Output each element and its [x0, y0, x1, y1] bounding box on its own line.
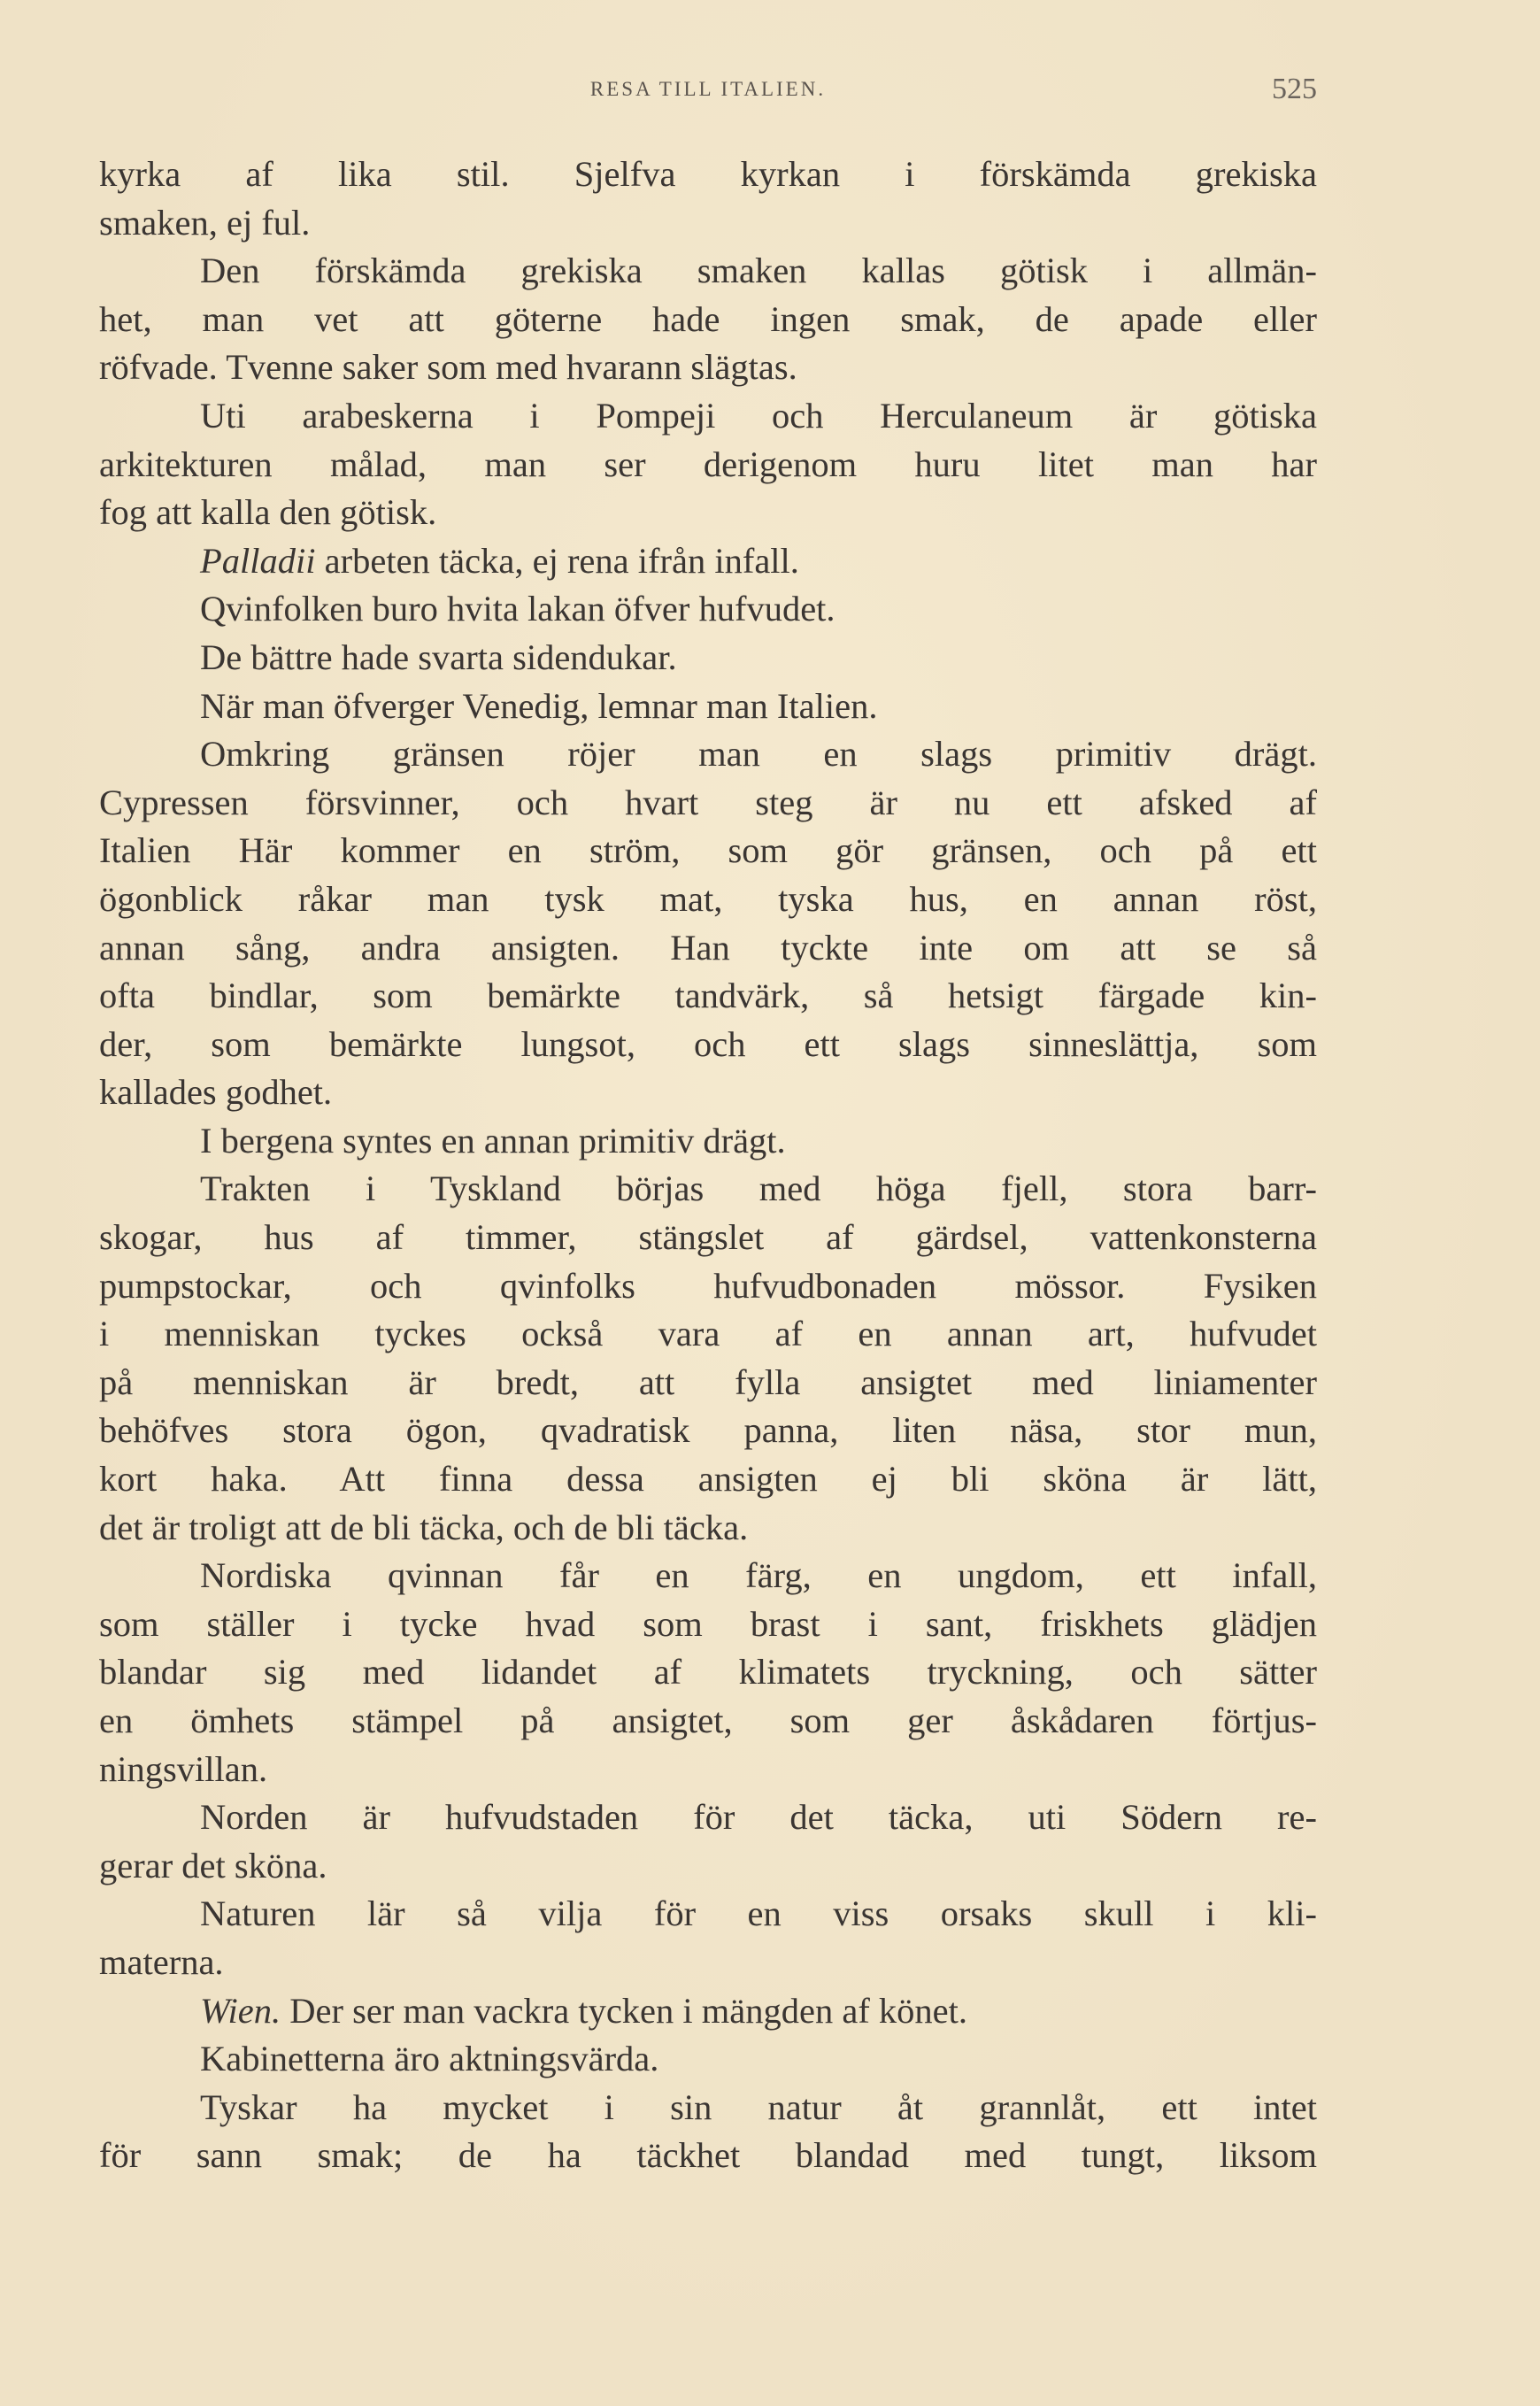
text-line [99, 1068, 1317, 1117]
line-text: som ställer i tycke hvad som brast i sant, friskhets glädjen [99, 1603, 1317, 1644]
text-line [99, 1407, 1317, 1455]
text-line [99, 2035, 1317, 2084]
text-line [99, 924, 1317, 973]
text-line [99, 1552, 1317, 1600]
text-line [99, 1939, 1317, 1987]
text-line [99, 1987, 1317, 2036]
page-number: 525 [1272, 73, 1317, 105]
line-text: Cypressen försvinner, och hvart steg är nu ett afsked af [99, 782, 1317, 822]
line-text: pumpstockar, och qvinfolks hufvudbonaden mössor. Fysiken [99, 1265, 1317, 1306]
text-line [99, 1793, 1317, 1842]
text-line [99, 1021, 1317, 1069]
text-line [99, 682, 1317, 731]
line-text: Omkring gränsen röjer man en slags primitiv drägt. [200, 734, 1317, 775]
line-text: kallades godhet. [99, 1072, 333, 1113]
line-text: Norden är hufvudstaden för det täcka, uti Södern re- [200, 1797, 1317, 1838]
text-line [99, 779, 1317, 828]
line-text: i menniskan tyckes också vara af en annan art, hufvudet [99, 1314, 1317, 1354]
line-text: det är troligt att de bli täcka, och de bli täcka. [99, 1507, 749, 1547]
text-line [99, 1504, 1317, 1553]
line-text: Uti arabeskerna i Pompeji och Herculaneum är götiska [200, 395, 1317, 436]
line-text: kort haka. Att finna dessa ansigten ej bli sköna är lätt, [99, 1459, 1317, 1500]
text-line [99, 1746, 1317, 1794]
line-text: kyrka af lika stil. Sjelfva kyrkan i förskämda grekiska [99, 154, 1317, 194]
line-text: När man öfverger Venedig, lemnar man Italien. [200, 685, 878, 726]
line-text: ögonblick råkar man tysk mat, tyska hus, en annan röst, [99, 878, 1317, 919]
text-line [99, 1648, 1317, 1697]
text-line [99, 537, 1317, 586]
text-line [99, 1697, 1317, 1746]
line-text: Kabinetterna äro aktningsvärda. [200, 2039, 659, 2079]
line-text: Den förskämda grekiska smaken kallas götisk i allmän- [200, 251, 1317, 291]
text-line [99, 441, 1317, 490]
line-text: arkitekturen målad, man ser derigenom huru litet man har [99, 443, 1317, 484]
text-line [99, 1600, 1317, 1649]
line-text: för sann smak; de ha täckhet blandad med tungt, liksom [99, 2135, 1317, 2176]
line-text: ofta bindlar, som bemärkte tandvärk, så hetsigt färgade kin- [99, 976, 1317, 1016]
text-line [99, 730, 1317, 779]
line-text: Italien Här kommer en ström, som gör gränsen, och på ett [99, 830, 1317, 871]
line-text: I bergena syntes en annan primitiv drägt. [200, 1120, 786, 1161]
text-line [99, 1842, 1317, 1891]
text-line [99, 247, 1317, 296]
line-text: Der ser man vackra tycken i mängden af könet. [281, 1990, 968, 2031]
running-head [99, 73, 1317, 108]
line-text: blandar sig med lidandet af klimatets tryckning, och sätter [99, 1652, 1317, 1693]
line-text: ningsvillan. [99, 1748, 268, 1789]
italic-term: Palladii [200, 540, 316, 581]
text-line [99, 392, 1317, 441]
line-text: smaken, ej ful. [99, 202, 311, 243]
line-text: der, som bemärkte lungsot, och ett slags sinneslättja, som [99, 1023, 1317, 1064]
text-line [99, 827, 1317, 875]
text-line [99, 2084, 1317, 2132]
text-line [99, 1359, 1317, 1407]
line-text: gerar det sköna. [99, 1845, 327, 1885]
line-text: De bättre hade svarta sidendukar. [200, 636, 677, 677]
text-line [99, 199, 1317, 248]
text-line [99, 634, 1317, 682]
body-text [99, 150, 1317, 2180]
text-line [99, 585, 1317, 634]
text-line [99, 343, 1317, 392]
line-text: materna. [99, 1941, 224, 1982]
text-line [99, 150, 1317, 199]
line-text: Nordiska qvinnan får en färg, en ungdom, ett infall, [200, 1555, 1317, 1596]
line-text: Tyskar ha mycket i sin natur åt grannlåt, ett intet [200, 2086, 1317, 2127]
text-line [99, 1214, 1317, 1262]
text-line [99, 2132, 1317, 2180]
line-text: behöfves stora ögon, qvadratisk panna, liten näsa, stor mun, [99, 1410, 1317, 1451]
line-text: annan sång, andra ansigten. Han tyckte inte om att se så [99, 927, 1317, 968]
line-text: på menniskan är bredt, att fylla ansigtet med liniamenter [99, 1361, 1317, 1402]
line-text: röfvade. Tvenne saker som med hvarann slägtas. [99, 347, 797, 388]
line-text: Qvinfolken buro hvita lakan öfver hufvudet. [200, 589, 835, 629]
text-line [99, 1310, 1317, 1359]
line-text: Naturen lär så vilja för en viss orsaks skull i kli- [200, 1893, 1317, 1934]
text-line [99, 296, 1317, 344]
italic-term: Wien. [200, 1990, 281, 2031]
line-text: Trakten i Tyskland börjas med höga fjell, stora barr- [200, 1168, 1317, 1209]
line-text: skogar, hus af timmer, stängslet af gärdsel, vattenkonsterna [99, 1217, 1317, 1258]
line-text: en ömhets stämpel på ansigtet, som ger åskådaren förtjus- [99, 1700, 1317, 1740]
text-line [99, 1262, 1317, 1311]
text-line [99, 489, 1317, 537]
line-text: het, man vet att göterne hade ingen smak, de apade eller [99, 298, 1317, 339]
line-text: arbeten täcka, ej rena ifrån infall. [315, 540, 799, 581]
text-line [99, 1455, 1317, 1504]
text-line [99, 875, 1317, 924]
text-line [99, 1165, 1317, 1214]
text-line [99, 1890, 1317, 1939]
line-text: fog att kalla den götisk. [99, 492, 437, 533]
text-line [99, 972, 1317, 1021]
running-title: RESA TILL ITALIEN. [589, 78, 827, 100]
text-line [99, 1117, 1317, 1166]
